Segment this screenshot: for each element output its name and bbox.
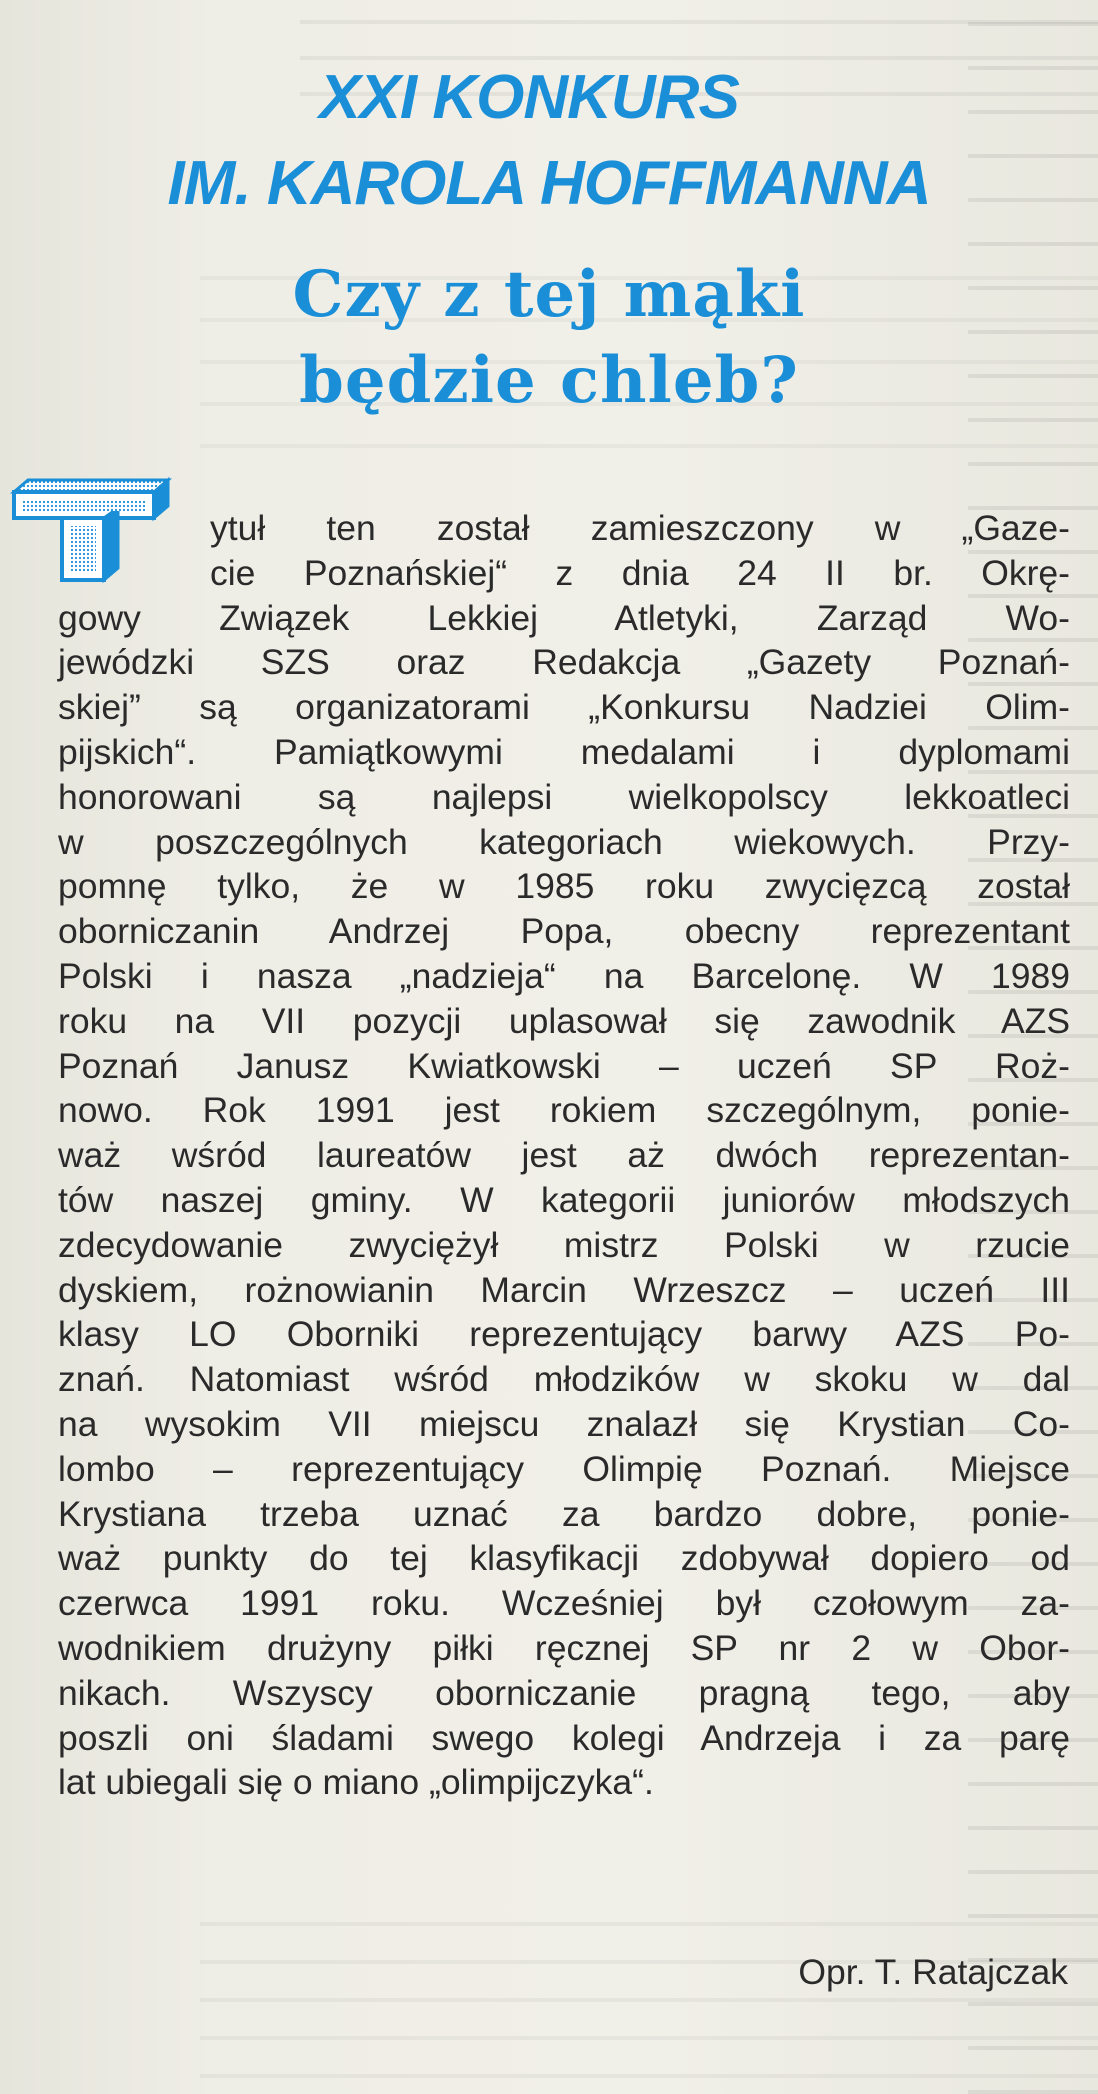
body-line: roku na VII pozycji uplasował się zawodnik AZS	[58, 1000, 1070, 1041]
article-title-line-1: Czy z tej mąki	[292, 257, 806, 332]
body-line: nikach. Wszyscy oborniczanie pragną tego, aby	[58, 1672, 1070, 1713]
body-line: czerwca 1991 roku. Wcześniej był czołowym za-	[58, 1583, 1070, 1624]
body-line: ytuł ten został zamieszczony w „Gaze-	[210, 508, 1070, 548]
body-line: lombo – reprezentujący Olimpię Poznań. Miejsce	[58, 1448, 1070, 1489]
body-line: klasy LO Oborniki reprezentujący barwy AZS Po-	[58, 1314, 1070, 1355]
body-line: jewódzki SZS oraz Redakcja „Gazety Poznań-	[58, 642, 1070, 683]
body-line: waż punkty do tej klasyfikacji zdobywał dopiero od	[58, 1538, 1070, 1579]
bleed-through-texture-bottom	[200, 1900, 1098, 2094]
body-line: honorowani są najlepsi wielkopolscy lekkoatleci	[58, 776, 1070, 817]
body-line: lat ubiegali się o miano „olimpijczyka“.	[58, 1762, 654, 1803]
article-signature: Opr. T. Ratajczak	[798, 1952, 1068, 1992]
body-line: w poszczególnych kategoriach wiekowych. Przy-	[58, 821, 1070, 862]
article-title	[0, 252, 1098, 424]
body-line: poszli oni śladami swego kolegi Andrzeja i za parę	[58, 1717, 1070, 1758]
article-body	[58, 506, 1070, 1805]
body-line: na wysokim VII miejscu znalazł się Krystian Co-	[58, 1403, 1070, 1444]
body-line: Krystiana trzeba uznać za bardzo dobre, ponie-	[58, 1493, 1070, 1534]
body-line: dyskiem, rożnowianin Marcin Wrzeszcz – uczeń III	[58, 1269, 1070, 1310]
body-line: skiej” są organizatorami „Konkursu Nadziei Olim-	[58, 687, 1070, 728]
body-line: nowo. Rok 1991 jest rokiem szczególnym, ponie-	[58, 1090, 1070, 1131]
body-line: oborniczanin Andrzej Popa, obecny reprezentant	[58, 911, 1070, 952]
body-line: wodnikiem drużyny piłki ręcznej SP nr 2 w Obor-	[58, 1627, 1070, 1668]
body-line: gowy Związek Lekkiej Atletyki, Zarząd Wo-	[58, 597, 1070, 638]
body-line: znań. Natomiast wśród młodzików w skoku w dal	[58, 1359, 1070, 1400]
body-line: Polski i nasza „nadzieja“ na Barcelonę. W 1989	[58, 955, 1070, 996]
contest-heading-line-1: XXI KONKURS	[319, 63, 739, 132]
contest-heading-line-2: IM. KAROLA HOFFMANNA	[167, 149, 931, 218]
body-line: pijskich“. Pamiątkowymi medalami i dyplomami	[58, 731, 1070, 772]
body-line: cie Poznańskiej“ z dnia 24 II br. Okrę-	[210, 552, 1070, 593]
body-line: tów naszej gminy. W kategorii juniorów młodszych	[58, 1179, 1070, 1220]
body-line: Poznań Janusz Kwiatkowski – uczeń SP Roż-	[58, 1045, 1070, 1086]
body-line: pomnę tylko, że w 1985 roku zwycięzcą został	[58, 866, 1070, 907]
body-line: zdecydowanie zwyciężył mistrz Polski w rzucie	[58, 1224, 1070, 1265]
body-line: waż wśród laureatów jest aż dwóch reprezentan-	[58, 1135, 1070, 1176]
article-title-line-2: będzie chleb?	[299, 343, 799, 418]
